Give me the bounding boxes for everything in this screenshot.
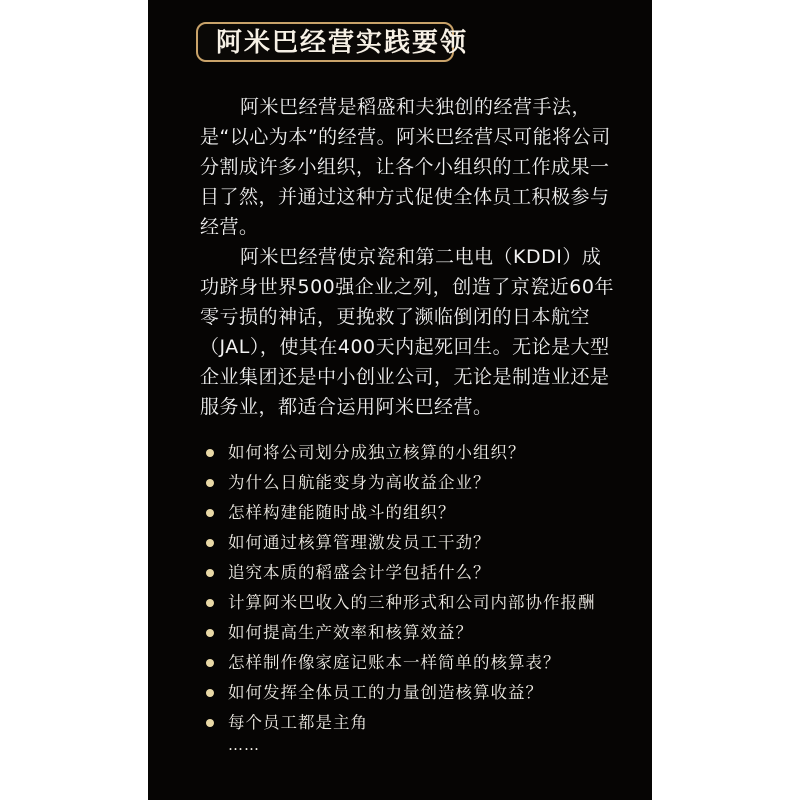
list-item	[206, 590, 626, 620]
page-title: 阿米巴经营实践要领	[216, 28, 469, 58]
list-item	[206, 650, 626, 680]
question-list	[206, 440, 626, 740]
intro-text	[200, 92, 620, 422]
list-item-text: 每个员工都是主角	[228, 713, 368, 732]
intro-paragraph-2: 阿米巴经营使京瓷和第二电电（KDDI）成功跻身世界500强企业之列，创造了京瓷近60年零亏损的神话，更挽救了濒临倒闭的日本航空（JAL），使其在400天内起死回生。无论是大型企业集团还是中小创业公司，无论是制造业还是服务业，都适合运用阿米巴经营。	[200, 246, 614, 418]
bullet-dot-icon	[206, 479, 214, 487]
bullet-dot-icon	[206, 539, 214, 547]
bullet-dot-icon	[206, 509, 214, 517]
list-item-text: 怎样构建能随时战斗的组织？	[228, 503, 456, 522]
bullet-dot-icon	[206, 719, 214, 727]
bullet-dot-icon	[206, 689, 214, 697]
bullet-dot-icon	[206, 569, 214, 577]
list-item-text: 如何提高生产效率和核算效益？	[228, 623, 473, 642]
list-item	[206, 680, 626, 710]
list-ellipsis: ……	[228, 736, 260, 754]
bullet-dot-icon	[206, 599, 214, 607]
book-intro-panel	[148, 0, 652, 800]
list-item	[206, 560, 626, 590]
bullet-dot-icon	[206, 449, 214, 457]
title-frame	[196, 22, 469, 62]
bullet-dot-icon	[206, 659, 214, 667]
list-item	[206, 710, 626, 740]
bullet-dot-icon	[206, 629, 214, 637]
list-item	[206, 620, 626, 650]
list-item	[206, 500, 626, 530]
list-item-text: 为什么日航能变身为高收益企业？	[228, 473, 491, 492]
list-item-text: 计算阿米巴收入的三种形式和公司内部协作报酬	[228, 593, 596, 612]
list-item-text: 怎样制作像家庭记账本一样简单的核算表？	[228, 653, 561, 672]
list-item-text: 追究本质的稻盛会计学包括什么？	[228, 563, 491, 582]
list-item-text: 如何将公司划分成独立核算的小组织？	[228, 443, 526, 462]
list-item	[206, 530, 626, 560]
list-item-text: 如何发挥全体员工的力量创造核算收益？	[228, 683, 543, 702]
list-item	[206, 470, 626, 500]
list-item-text: 如何通过核算管理激发员工干劲？	[228, 533, 491, 552]
list-item	[206, 440, 626, 470]
intro-paragraph-1: 阿米巴经营是稻盛和夫独创的经营手法，是“以心为本”的经营。阿米巴经营尽可能将公司分割成许多小组织，让各个小组织的工作成果一目了然，并通过这种方式促使全体员工积极参与经营。	[200, 96, 611, 238]
